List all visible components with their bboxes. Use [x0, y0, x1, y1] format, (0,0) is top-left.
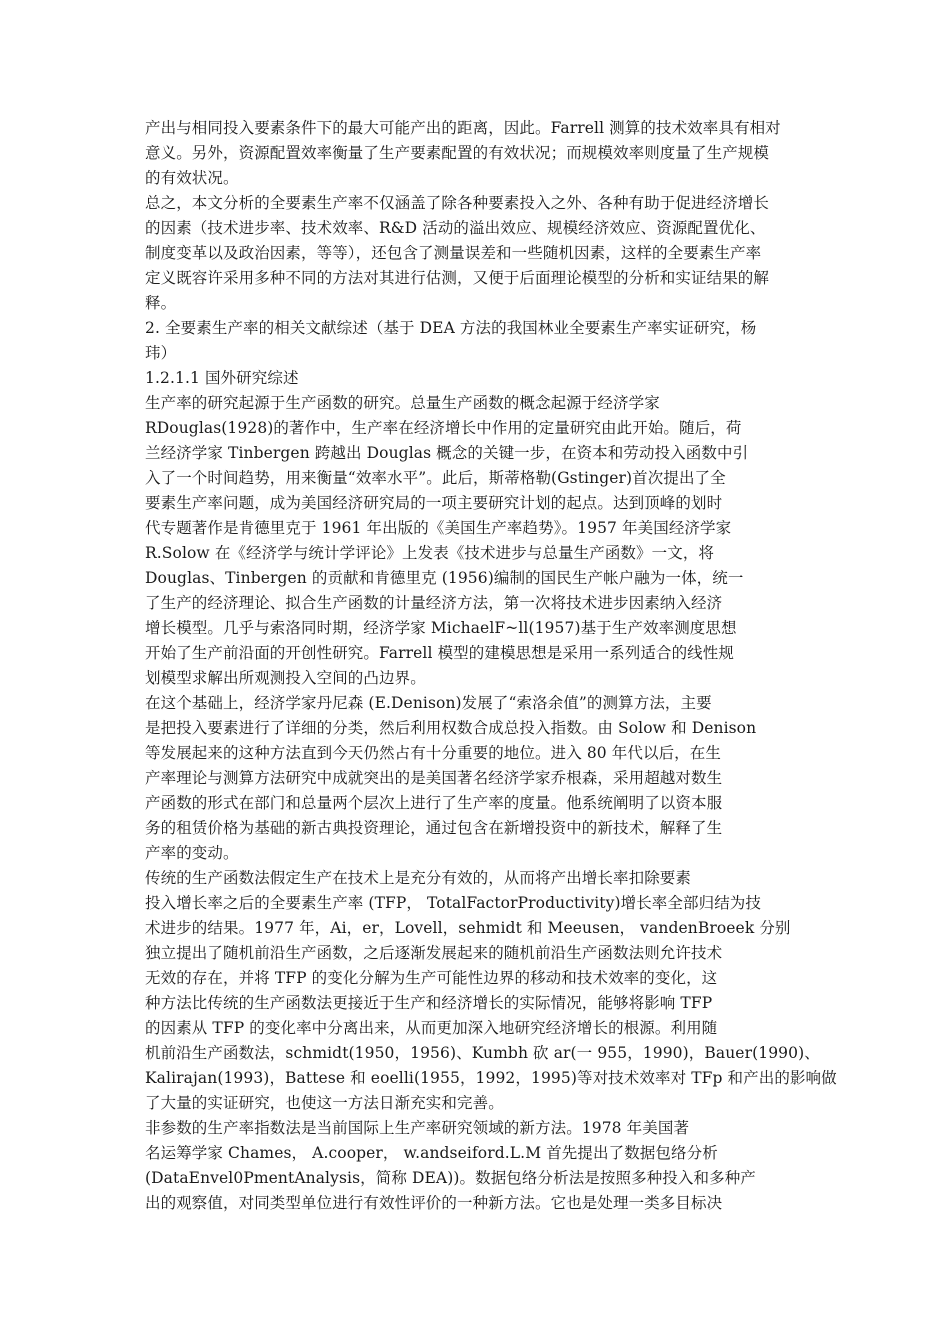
- section-heading: 1.2.1.1 国外研究综述: [145, 369, 299, 387]
- text-line: 独立提出了随机前沿生产函数，之后逐渐发展起来的随机前沿生产函数法则允许技术: [145, 944, 723, 962]
- text-line: 兰经济学家 Tinbergen 跨越出 Douglas 概念的关键一步，在资本和劳动投入函数中引: [145, 444, 749, 462]
- text-line: 增长模型。几乎与索洛同时期，经济学家 MichaelF~ll(1957)基于生产效率测度思想: [145, 619, 737, 637]
- text-line: 术进步的结果。1977 年，Ai，er，Lovell，sehmidt 和 Meeusen， vandenBroeek 分别: [145, 919, 791, 937]
- text-line: 产出与相同投入要素条件下的最大可能产出的距离，因此。Farrell 测算的技术效率具有相对: [145, 119, 781, 137]
- text-line: 名运筹学家 Chames， A.cooper， w.andseiford.L.M 首先提出了数据包络分析: [145, 1144, 718, 1162]
- text-line: 投入增长率之后的全要素生产率 (TFP， TotalFactorProductivity)增长率全部归结为技: [145, 894, 762, 912]
- text-line: 的有效状况。: [145, 169, 239, 187]
- list-item-heading: 2. 全要素生产率的相关文献综述（基于 DEA 方法的我国林业全要素生产率实证研究，杨: [145, 319, 757, 337]
- text-line: 是把投入要素进行了详细的分类，然后利用权数合成总投入指数。由 Solow 和 Denison: [145, 719, 757, 737]
- text-line: 等发展起来的这种方法直到今天仍然占有十分重要的地位。进入 80 年代以后，在生: [145, 744, 721, 762]
- text-line: 产率理论与测算方法研究中成就突出的是美国著名经济学家乔根森，采用超越对数生: [145, 769, 723, 787]
- text-line: R.Solow 在《经济学与统计学评论》上发表《技术进步与总量生产函数》一文，将: [145, 544, 715, 562]
- text-line: 了大量的实证研究，也使这一方法日渐充实和完善。: [145, 1094, 504, 1112]
- text-line: 了生产的经济理论、拟合生产函数的计量经济方法，第一次将技术进步因素纳入经济: [145, 594, 723, 612]
- text-line: 产函数的形式在部门和总量两个层次上进行了生产率的度量。他系统阐明了以资本服: [145, 794, 723, 812]
- text-line: 代专题著作是肯德里克于 1961 年出版的《美国生产率趋势》。1957 年美国经济学家: [145, 519, 732, 537]
- text-line: 无效的存在，并将 TFP 的变化分解为生产可能性边界的移动和技术效率的变化，这: [145, 969, 718, 987]
- list-item-heading-continuation: 玮）: [145, 344, 177, 362]
- text-line: 务的租赁价格为基础的新古典投资理论，通过包含在新增投资中的新技术，解释了生: [145, 819, 723, 837]
- text-line: 制度变革以及政治因素，等等），还包含了测量误差和一些随机因素，这样的全要素生产率: [145, 244, 762, 262]
- text-line: 的因素从 TFP 的变化率中分离出来，从而更加深入地研究经济增长的根源。利用随: [145, 1019, 718, 1037]
- text-line: 入了一个时间趋势，用来衡量“效率水平”。此后，斯蒂格勒(Gstinger)首次提出了全: [145, 469, 726, 487]
- text-line: 种方法比传统的生产函数法更接近于生产和经济增长的实际情况，能够将影响 TFP: [145, 994, 713, 1012]
- text-line: 机前沿生产函数法，schmidt(1950，1956)、Kumbh 砍 ar(一 955，1990)，Bauer(1990)、: [145, 1044, 820, 1062]
- text-line: 要素生产率问题，成为美国经济研究局的一项主要研究计划的起点。达到顶峰的划时: [145, 494, 723, 512]
- text-line: 定义既容许采用多种不同的方法对其进行估测，又便于后面理论模型的分析和实证结果的解: [145, 269, 770, 287]
- text-line: Douglas、Tinbergen 的贡献和肯德里克 (1956)编制的国民生产帐户融为一体，统一: [145, 569, 744, 587]
- text-line: RDouglas(1928)的著作中，生产率在经济增长中作用的定量研究由此开始。随后，荷: [145, 419, 742, 437]
- text-line: 意义。另外，资源配置效率衡量了生产要素配置的有效状况；而规模效率则度量了生产规模: [145, 144, 770, 162]
- text-line: 的因素（技术进步率、技术效率、R&D 活动的溢出效应、规模经济效应、资源配置优化、: [145, 219, 766, 237]
- text-line: 传统的生产函数法假定生产在技术上是充分有效的，从而将产出增长率扣除要素: [145, 869, 692, 887]
- text-line: Kalirajan(1993)，Battese 和 eoelli(1955，1992，1995)等对技术效率对 TFp 和产出的影响做: [145, 1069, 837, 1087]
- text-line: 在这个基础上，经济学家丹尼森 (E.Denison)发展了“索洛余值”的测算方法，主要: [145, 694, 712, 712]
- text-line: 产率的变动。: [145, 844, 239, 862]
- text-line: 非参数的生产率指数法是当前国际上生产率研究领域的新方法。1978 年美国著: [145, 1119, 690, 1137]
- text-line: 释。: [145, 294, 177, 312]
- text-line: 总之，本文分析的全要素生产率不仅涵盖了除各种要素投入之外、各种有助于促进经济增长: [145, 194, 770, 212]
- text-line: 开始了生产前沿面的开创性研究。Farrell 模型的建模思想是采用一系列适合的线性规: [145, 644, 734, 662]
- text-line: 出的观察值，对同类型单位进行有效性评价的一种新方法。它也是处理一类多目标决: [145, 1194, 723, 1212]
- text-line: 划模型求解出所观测投入空间的凸边界。: [145, 669, 426, 687]
- text-line: 生产率的研究起源于生产函数的研究。总量生产函数的概念起源于经济学家: [145, 394, 660, 412]
- text-line: (DataEnvel0PmentAnalysis，简称 DEA))。数据包络分析法是按照多种投入和多种产: [145, 1169, 756, 1187]
